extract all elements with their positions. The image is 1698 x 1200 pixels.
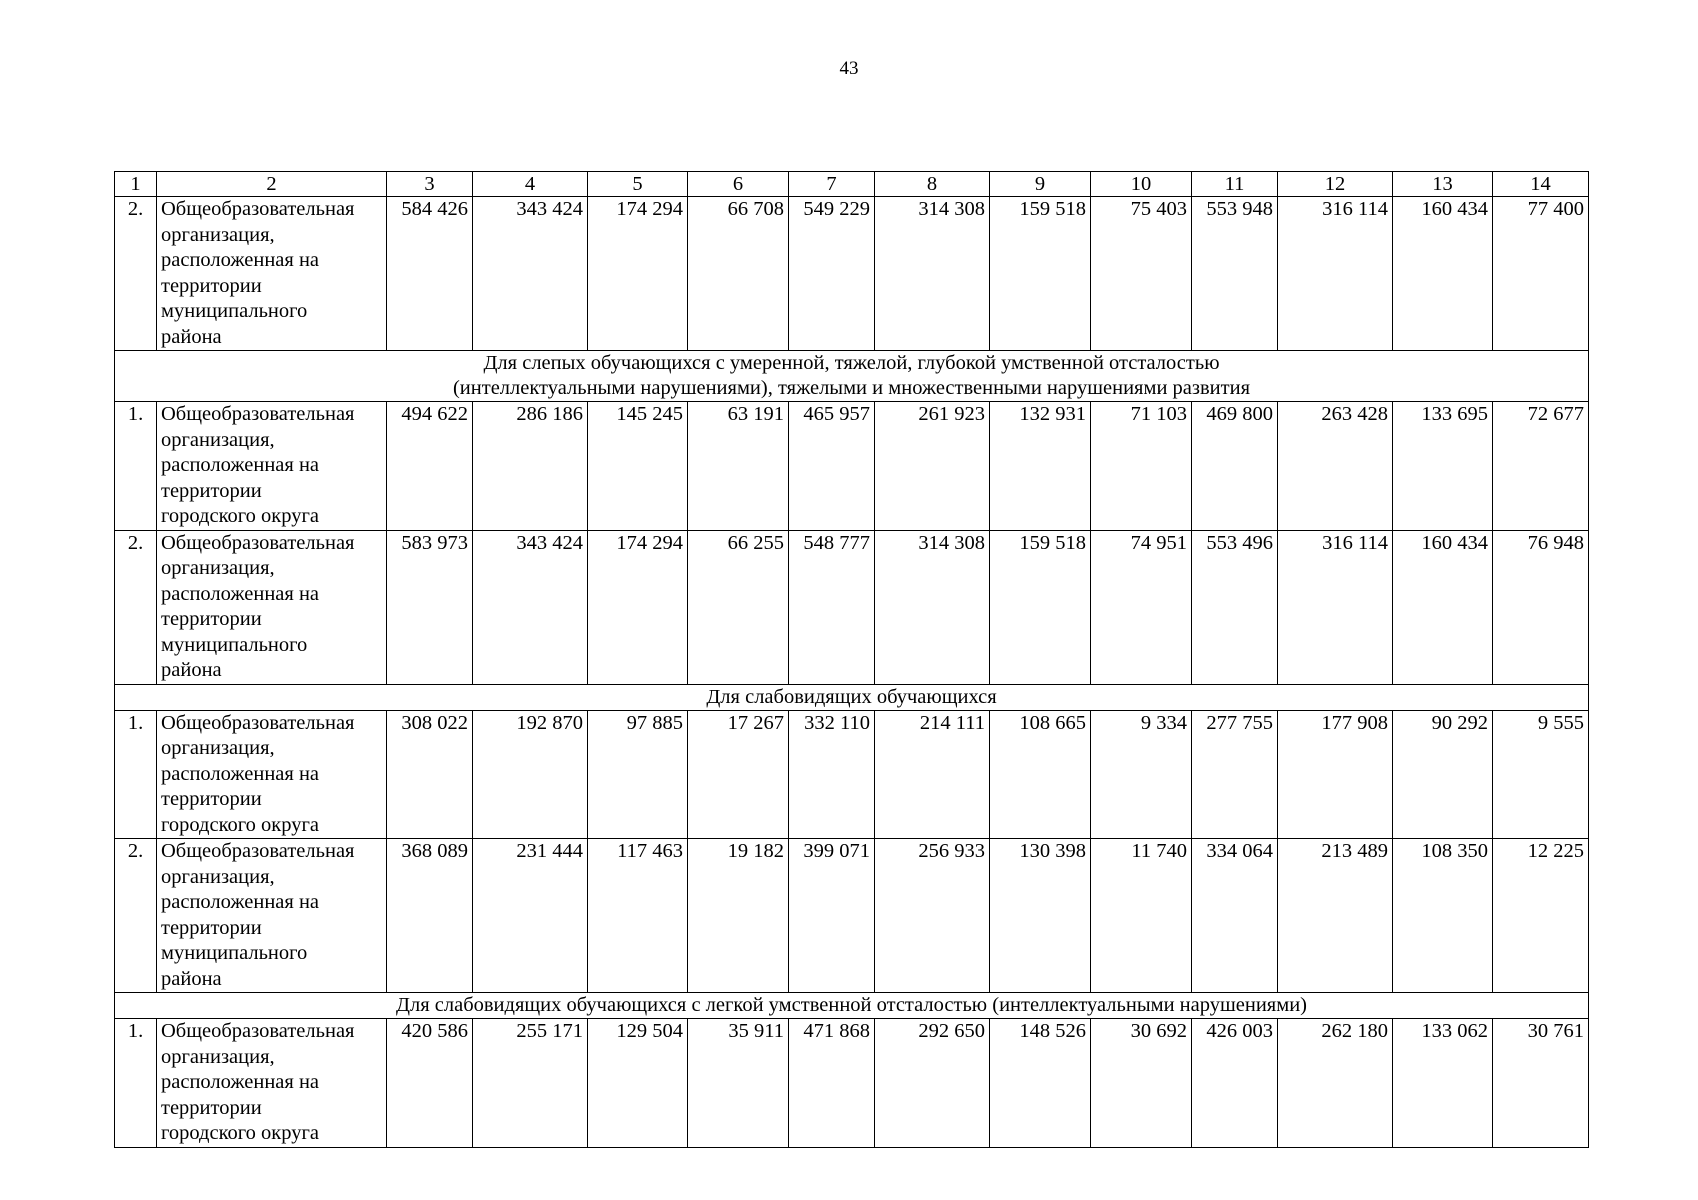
row-number: 1.: [115, 1019, 157, 1148]
value-cell: 261 923: [875, 402, 990, 531]
value-cell: 71 103: [1091, 402, 1192, 531]
value-cell: 66 255: [688, 530, 789, 684]
value-cell: 75 403: [1091, 197, 1192, 351]
organization-name-line: организация,: [161, 737, 275, 759]
section-title-line: Для слабовидящих обучающихся: [706, 685, 997, 708]
organization-name-line: организация,: [161, 557, 275, 579]
value-cell: 231 444: [473, 839, 588, 993]
value-cell: 9 334: [1091, 710, 1192, 839]
page-number: 43: [839, 58, 859, 79]
value-cell: 77 400: [1493, 197, 1589, 351]
value-cell: 66 708: [688, 197, 789, 351]
column-number-header: 10: [1091, 172, 1192, 197]
table-row: [115, 402, 1589, 531]
organization-name-line: территории: [161, 274, 262, 297]
organization-name: [157, 1019, 387, 1148]
organization-name-line: организация,: [161, 223, 275, 246]
section-title-line: (интеллектуальными нарушениями), тяжелыми и множественными нарушениями развития: [452, 377, 1251, 399]
value-cell: 308 022: [387, 710, 473, 839]
value-cell: 343 424: [473, 530, 588, 684]
column-number-header: 12: [1278, 172, 1393, 197]
value-cell: 11 740: [1091, 839, 1192, 993]
value-cell: 30 761: [1493, 1019, 1589, 1148]
organization-name-line: организация,: [161, 428, 275, 451]
value-cell: 332 110: [789, 710, 875, 839]
organization-name-line: городского округа: [161, 813, 319, 836]
organization-name-line: территории: [161, 788, 262, 810]
row-number: 2.: [115, 197, 157, 351]
section-title: [115, 993, 1589, 1019]
row-number: 2.: [115, 839, 157, 993]
organization-name-line: территории: [161, 916, 262, 939]
organization-name-line: Общеобразовательная: [161, 531, 355, 554]
table-row: [115, 839, 1589, 993]
section-title-line: Для слепых обучающихся с умеренной, тяжелой, глубокой умственной отсталостью: [483, 352, 1220, 374]
row-number: 1.: [115, 710, 157, 839]
value-cell: 160 434: [1393, 197, 1493, 351]
value-cell: 256 933: [875, 839, 990, 993]
organization-name-line: расположенная на: [161, 582, 320, 605]
organization-name: [157, 530, 387, 684]
value-cell: 19 182: [688, 839, 789, 993]
row-number: 1.: [115, 402, 157, 531]
value-cell: 334 064: [1192, 839, 1278, 993]
value-cell: 174 294: [588, 197, 688, 351]
column-number-header: 11: [1192, 172, 1278, 197]
organization-name: [157, 402, 387, 531]
value-cell: 548 777: [789, 530, 875, 684]
value-cell: 17 267: [688, 710, 789, 839]
section-header-row: [115, 684, 1589, 710]
column-number-header: 3: [387, 172, 473, 197]
organization-name-line: городского округа: [161, 1122, 319, 1144]
organization-name-line: муниципального: [161, 300, 308, 322]
value-cell: 117 463: [588, 839, 688, 993]
value-cell: 316 114: [1278, 530, 1393, 684]
value-cell: 108 350: [1393, 839, 1493, 993]
value-cell: 314 308: [875, 530, 990, 684]
column-number-header: 2: [157, 172, 387, 197]
value-cell: 549 229: [789, 197, 875, 351]
value-cell: 286 186: [473, 402, 588, 531]
value-cell: 74 951: [1091, 530, 1192, 684]
value-cell: 316 114: [1278, 197, 1393, 351]
value-cell: 174 294: [588, 530, 688, 684]
table-body: [115, 172, 1589, 1148]
value-cell: 262 180: [1278, 1019, 1393, 1148]
organization-name-line: территории: [161, 479, 262, 502]
organization-name-line: организация,: [161, 1045, 275, 1068]
value-cell: 72 677: [1493, 402, 1589, 531]
value-cell: 12 225: [1493, 839, 1589, 993]
value-cell: 76 948: [1493, 530, 1589, 684]
value-cell: 129 504: [588, 1019, 688, 1148]
value-cell: 255 171: [473, 1019, 588, 1148]
value-cell: 213 489: [1278, 839, 1393, 993]
organization-name: [157, 839, 387, 993]
column-number-header: 7: [789, 172, 875, 197]
value-cell: 343 424: [473, 197, 588, 351]
value-cell: 108 665: [990, 710, 1091, 839]
organization-name: [157, 710, 387, 839]
row-number: 2.: [115, 530, 157, 684]
value-cell: 90 292: [1393, 710, 1493, 839]
value-cell: 159 518: [990, 197, 1091, 351]
section-title: [115, 351, 1589, 402]
value-cell: 148 526: [990, 1019, 1091, 1148]
organization-name-line: территории: [161, 1096, 262, 1119]
table-row: [115, 710, 1589, 839]
organization-name-line: территории: [161, 608, 262, 630]
value-cell: 399 071: [789, 839, 875, 993]
organization-name-line: расположенная на: [161, 762, 320, 785]
column-number-header: 8: [875, 172, 990, 197]
value-cell: 426 003: [1192, 1019, 1278, 1148]
section-header-row: [115, 351, 1589, 402]
organization-name-line: Общеобразовательная: [161, 198, 355, 220]
organization-name-line: расположенная на: [161, 249, 320, 271]
section-title-line: Для слабовидящих обучающихся с легкой умственной отсталостью (интеллектуальными нарушениями): [396, 994, 1307, 1016]
column-number-header: 9: [990, 172, 1091, 197]
value-cell: 133 062: [1393, 1019, 1493, 1148]
value-cell: 314 308: [875, 197, 990, 351]
value-cell: 133 695: [1393, 402, 1493, 531]
value-cell: 471 868: [789, 1019, 875, 1148]
value-cell: 97 885: [588, 710, 688, 839]
section-title: [115, 684, 1589, 710]
organization-name: [157, 197, 387, 351]
table-row: [115, 1019, 1589, 1148]
value-cell: 130 398: [990, 839, 1091, 993]
value-cell: 553 948: [1192, 197, 1278, 351]
header-row: [115, 172, 1589, 197]
value-cell: 214 111: [875, 710, 990, 839]
data-table: [114, 171, 1589, 1148]
value-cell: 553 496: [1192, 530, 1278, 684]
value-cell: 159 518: [990, 530, 1091, 684]
column-number-header: 5: [588, 172, 688, 197]
organization-name-line: расположенная на: [161, 454, 320, 476]
organization-name-line: расположенная на: [161, 891, 320, 913]
organization-name-line: Общеобразовательная: [161, 1020, 355, 1042]
table-row: [115, 197, 1589, 351]
organization-name-line: Общеобразовательная: [161, 840, 355, 862]
column-number-header: 4: [473, 172, 588, 197]
organization-name-line: муниципального: [161, 942, 308, 964]
value-cell: 494 622: [387, 402, 473, 531]
column-number-header: 1: [115, 172, 157, 197]
value-cell: 277 755: [1192, 710, 1278, 839]
organization-name-line: Общеобразовательная: [161, 403, 355, 425]
value-cell: 9 555: [1493, 710, 1589, 839]
table-row: [115, 530, 1589, 684]
value-cell: 160 434: [1393, 530, 1493, 684]
section-header-row: [115, 993, 1589, 1019]
organization-name-line: организация,: [161, 865, 275, 888]
value-cell: 63 191: [688, 402, 789, 531]
organization-name-line: муниципального: [161, 633, 308, 656]
column-number-header: 13: [1393, 172, 1493, 197]
value-cell: 583 973: [387, 530, 473, 684]
value-cell: 145 245: [588, 402, 688, 531]
value-cell: 469 800: [1192, 402, 1278, 531]
value-cell: 192 870: [473, 710, 588, 839]
value-cell: 420 586: [387, 1019, 473, 1148]
value-cell: 30 692: [1091, 1019, 1192, 1148]
value-cell: 263 428: [1278, 402, 1393, 531]
organization-name-line: расположенная на: [161, 1071, 320, 1093]
organization-name-line: района: [161, 325, 222, 348]
value-cell: 465 957: [789, 402, 875, 531]
value-cell: 368 089: [387, 839, 473, 993]
value-cell: 292 650: [875, 1019, 990, 1148]
organization-name-line: городского округа: [161, 505, 319, 527]
organization-name-line: района: [161, 967, 222, 990]
value-cell: 132 931: [990, 402, 1091, 531]
organization-name-line: Общеобразовательная: [161, 711, 355, 734]
value-cell: 584 426: [387, 197, 473, 351]
value-cell: 35 911: [688, 1019, 789, 1148]
column-number-header: 14: [1493, 172, 1589, 197]
value-cell: 177 908: [1278, 710, 1393, 839]
column-number-header: 6: [688, 172, 789, 197]
organization-name-line: района: [161, 659, 222, 681]
